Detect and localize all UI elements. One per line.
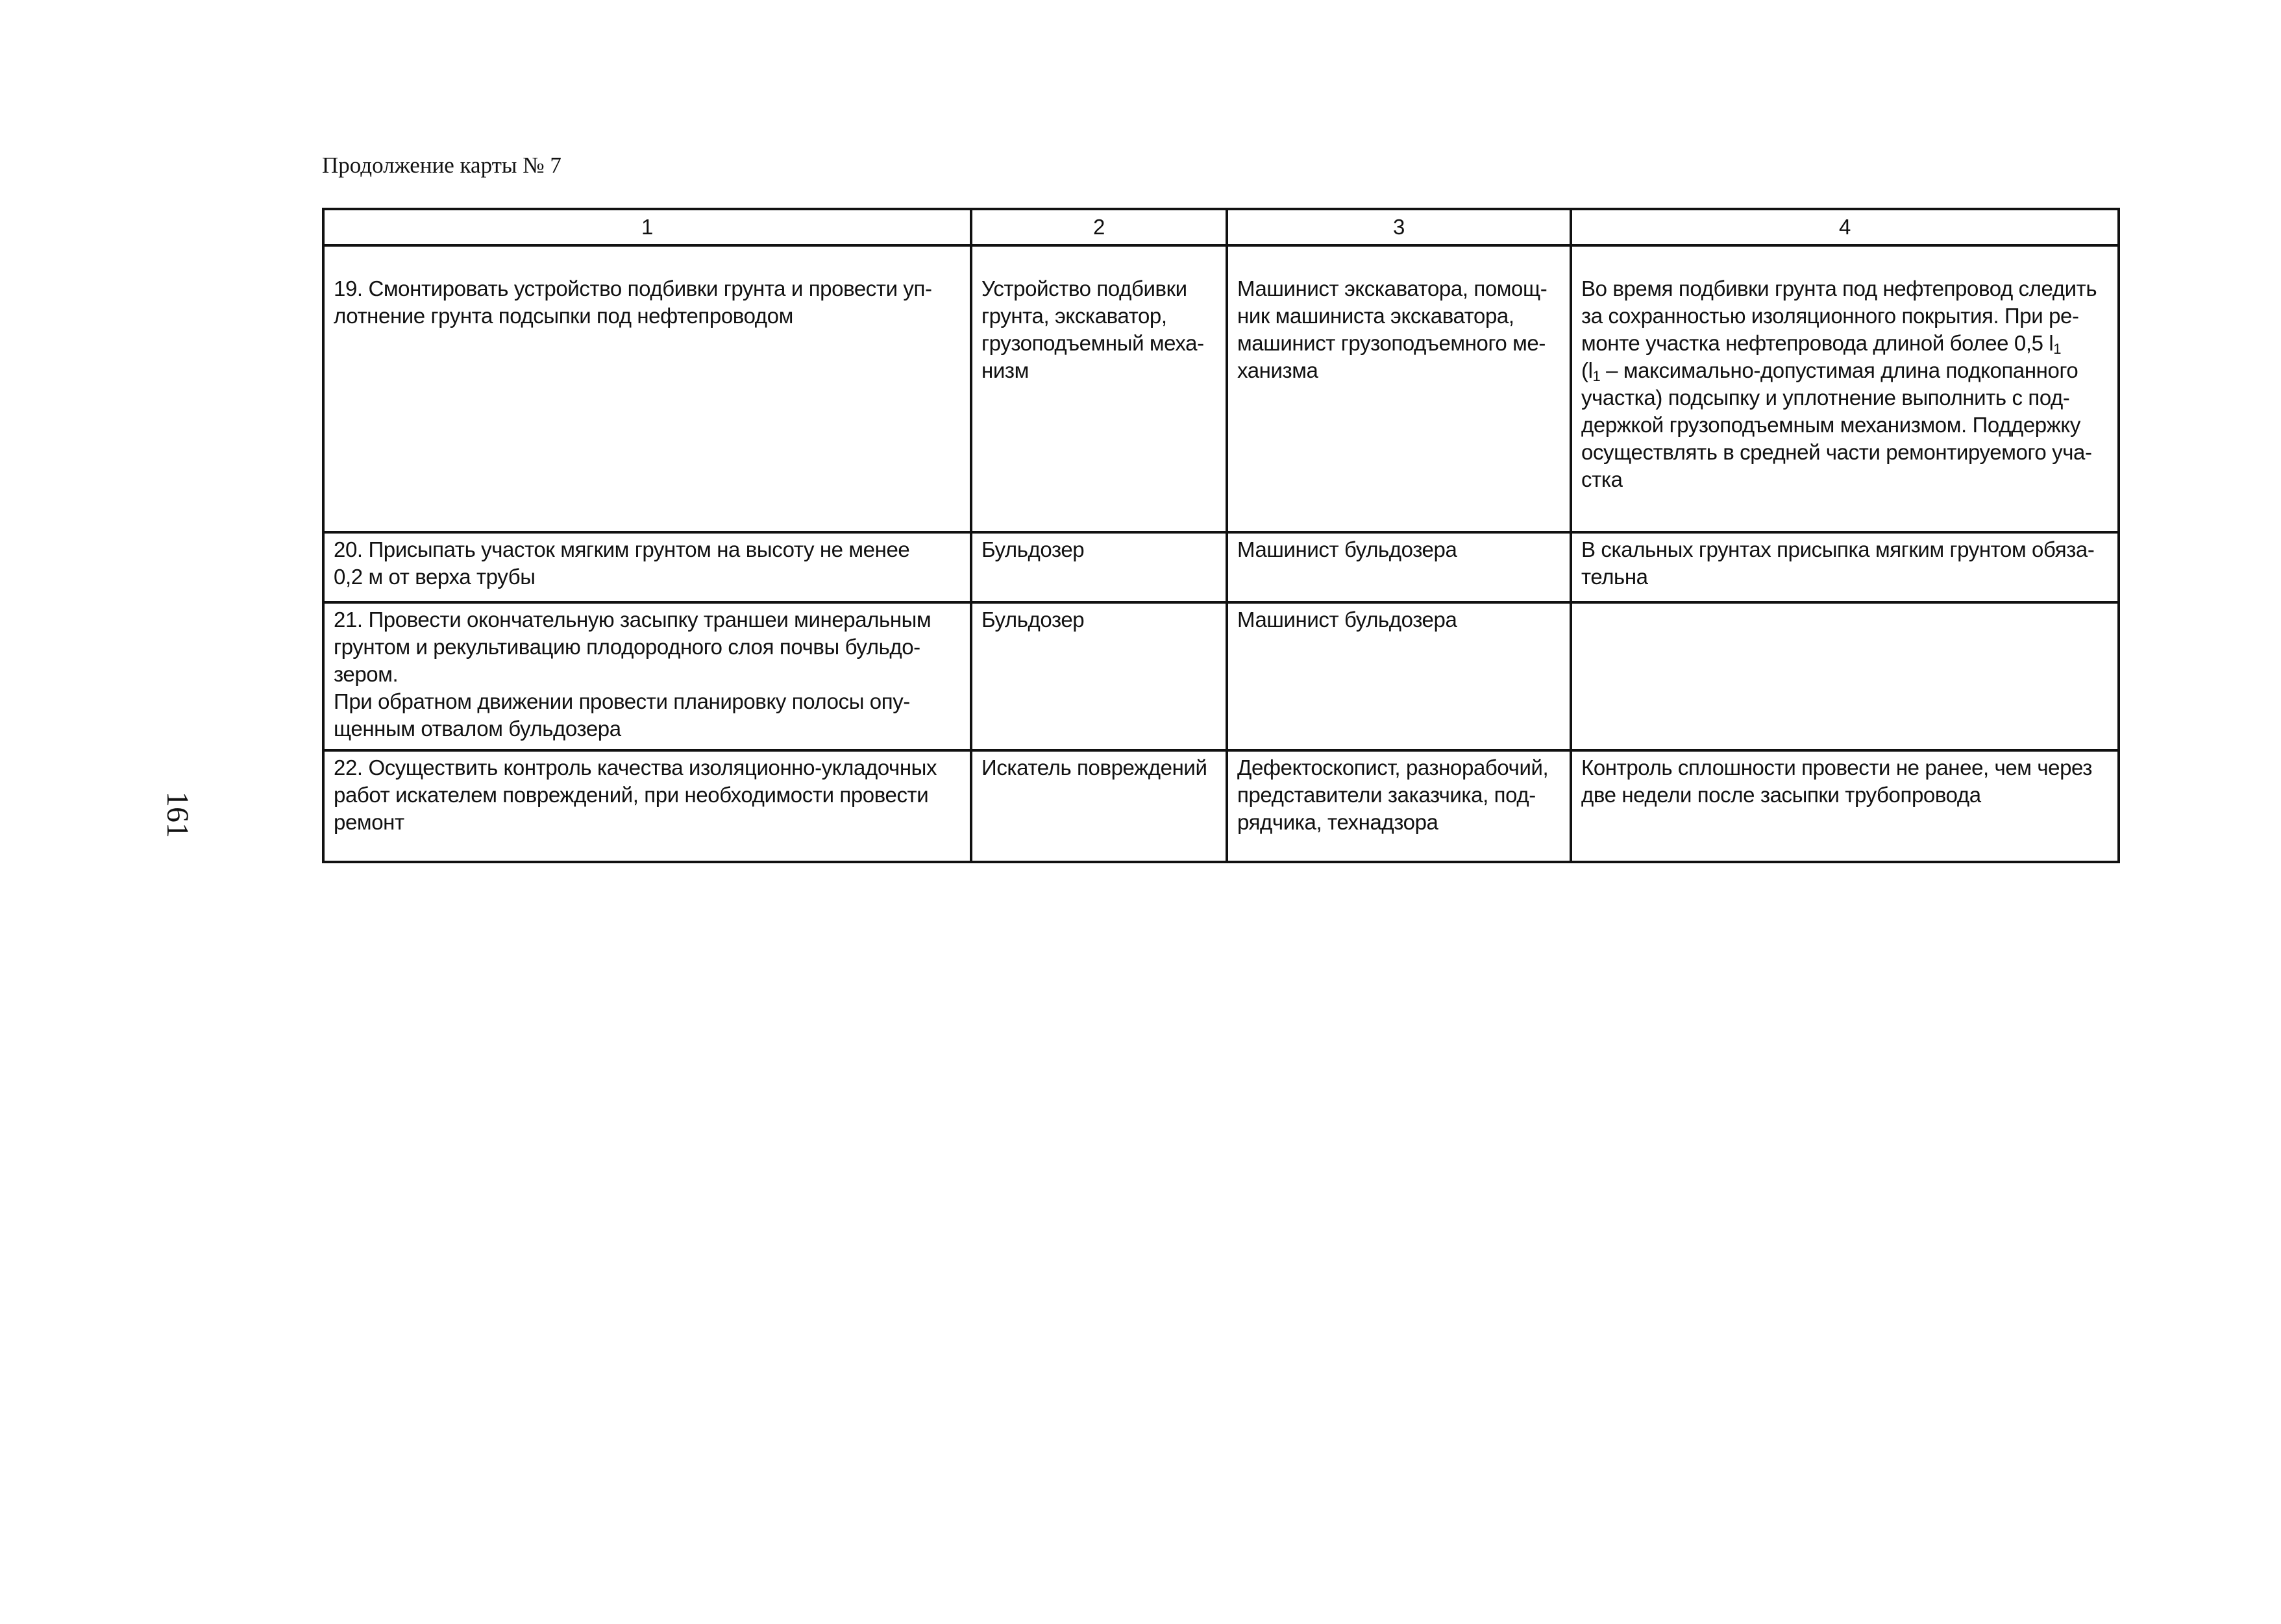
subscript-index: 1 [2053, 341, 2062, 357]
operation-cell [323, 245, 971, 532]
equipment-cell [971, 532, 1227, 602]
operation-text: 21. Провести окончательную засыпку траншеи минеральным грунтом и рекультивацию плодородного слоя почвы бульдо- зером. При обратном движении провести планировку полосы опу- щенным отвалом бульдозера [334, 608, 931, 741]
table-row [323, 245, 2119, 532]
personnel-cell [1227, 532, 1571, 602]
notes-cell [1571, 602, 2119, 750]
operation-cell [323, 750, 971, 862]
personnel-cell [1227, 245, 1571, 532]
column-header-4: 4 [1571, 209, 2119, 245]
column-header-1: 1 [323, 209, 971, 245]
personnel-cell [1227, 750, 1571, 862]
table-row [323, 532, 2119, 602]
operation-cell [323, 532, 971, 602]
equipment-text: Искатель повреждений [981, 756, 1207, 780]
page-number: 161 [160, 791, 195, 838]
operation-text: 20. Присыпать участок мягким грунтом на высоту не менее 0,2 м от верха трубы [334, 537, 910, 589]
notes-cell [1571, 532, 2119, 602]
notes-text-part: Во время подбивки грунта под нефтепровод следить за сохранностью изоляционного покрытия. При ре- монте участка нефтепровода длиной более 0,5 l [1581, 277, 2097, 355]
equipment-cell [971, 245, 1227, 532]
notes-text-part: (l [1581, 358, 1593, 382]
personnel-cell [1227, 602, 1571, 750]
equipment-text: Устройство подбивки грунта, экскаватор, грузоподъемный меха- низм [981, 277, 1204, 382]
equipment-cell [971, 602, 1227, 750]
technology-card-table [322, 208, 2120, 863]
document-heading: Продолжение карты № 7 [322, 153, 561, 178]
operation-text: 19. Смонтировать устройство подбивки грунта и провести уп- лотнение грунта подсыпки под нефтепроводом [334, 277, 932, 328]
equipment-text: Бульдозер [981, 537, 1085, 561]
personnel-text: Машинист бульдозера [1237, 608, 1457, 632]
notes-cell [1571, 750, 2119, 862]
subscript-index: 1 [1592, 368, 1601, 384]
table-header-row [323, 209, 2119, 245]
table-row [323, 750, 2119, 862]
column-header-2: 2 [971, 209, 1227, 245]
column-header-3: 3 [1227, 209, 1571, 245]
personnel-text: Машинист экскаватора, помощ- ник машиниста экскаватора, машинист грузоподъемного ме- ханизма [1237, 277, 1547, 382]
table-row [323, 602, 2119, 750]
operation-text: 22. Осуществить контроль качества изоляционно-укладочных работ искателем повреждений, при необходимости провести ремонт [334, 756, 937, 834]
notes-text: Контроль сплошности провести не ранее, чем через две недели после засыпки трубопровода [1581, 756, 2093, 807]
notes-text-part: – максимально-допустимая длина подкопанного участка) подсыпку и уплотнение выполнить с под- держкой грузоподъемным механизмом. Поддержку осуществлять в средней части ремонтируемого уча- стка [1581, 358, 2092, 491]
notes-cell [1571, 245, 2119, 532]
notes-text [1581, 275, 2110, 493]
personnel-text: Машинист бульдозера [1237, 537, 1457, 561]
operation-cell [323, 602, 971, 750]
equipment-cell [971, 750, 1227, 862]
notes-text: В скальных грунтах присыпка мягким грунтом обяза- тельна [1581, 537, 2095, 589]
equipment-text: Бульдозер [981, 608, 1085, 632]
personnel-text: Дефектоскопист, разнорабочий, представители заказчика, под- рядчика, технадзора [1237, 756, 1549, 834]
